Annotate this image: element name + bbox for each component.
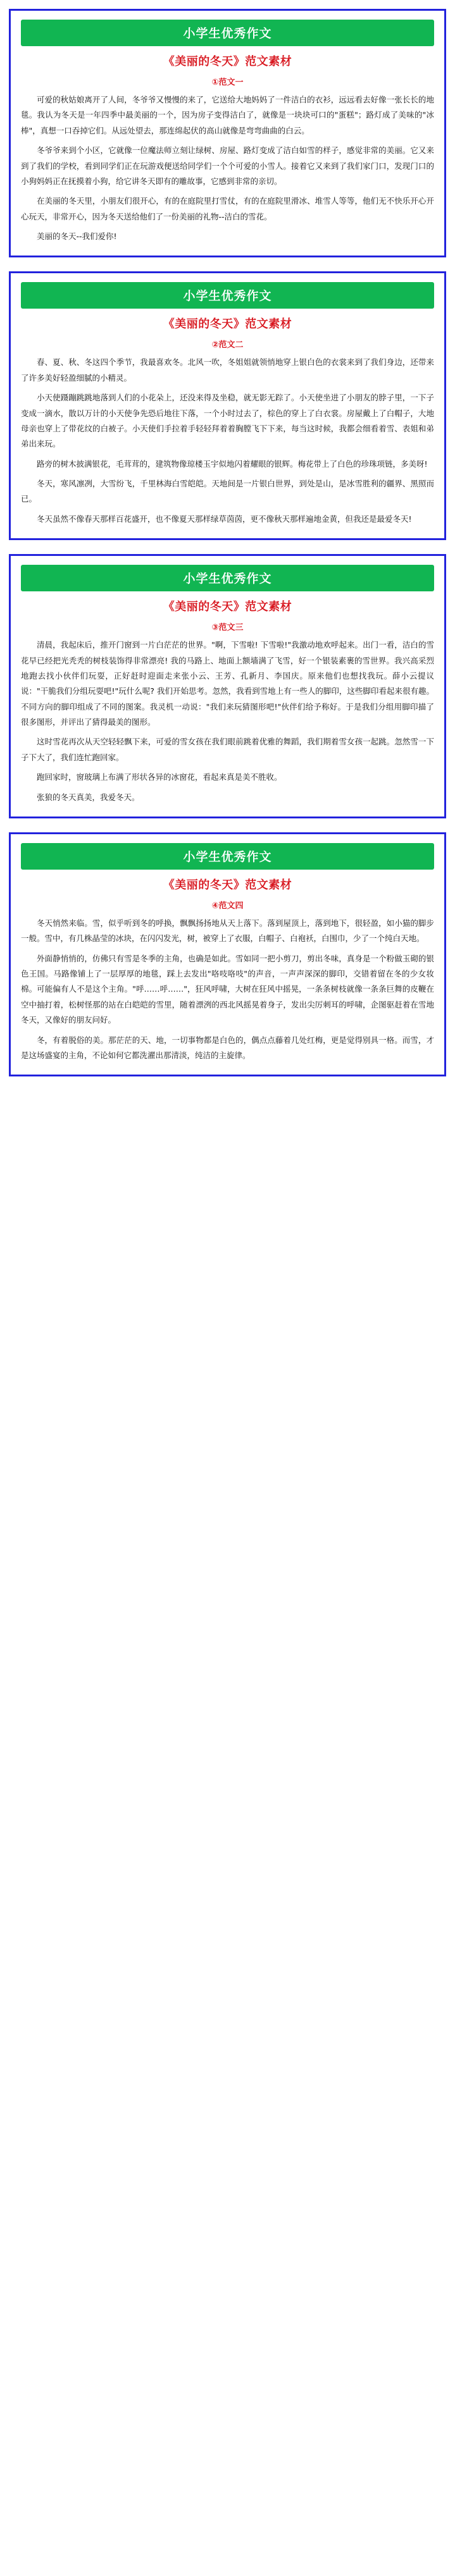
- banner: [21, 282, 434, 309]
- banner-title: 小学生优秀作文: [183, 572, 272, 586]
- banner-title: 小学生优秀作文: [183, 27, 272, 40]
- essay-card: [9, 9, 446, 257]
- page-container: [0, 0, 455, 1076]
- paragraph: 美丽的冬天--我们爱你!: [37, 231, 117, 241]
- banner-title: 小学生优秀作文: [183, 289, 272, 304]
- paragraph: 清晨，我起床后，推开门窗到一片白茫茫的世界。"啊，下雪啦! 下雪啦!"我激动地欢呼起来。出门一看，洁白的雪花早已经把光秃秃的树枝装饰得非常漂亮! 我的马路上、地面上额墙满了飞雪，好一个银装素裹的雪世界。我兴高采烈地跑去找小伙伴们玩耍，正好赶时迎面走来张小云、王芳、孔新月、李国庆。原来他们也想找我玩。薛小云提议说："干脆我们分组玩耍吧!"玩什么呢? 我们开始思考。忽然，我看到雪地上有一些人的脚印，这些脚印看起来很有趣。不同方向的脚印组成了不同的图案。我灵机一动说："我们来玩猜图形吧!"伙伴们给予称好。于是我们分组用脚印描了很多图形，并评出了猜得最美的图形。: [21, 640, 434, 727]
- paragraph: 可爱的秋姑娘离开了人间，冬爷爷又慢慢的来了，它送给大地妈妈了一件洁白的衣衫，远远看去好像一张长长的地毯。我认为冬天是一年四季中最美丽的一个，因为房子变得洁白了，就像是一块块可口的"蛋糕"；路灯成了美味的"冰棒"，真想一口吞掉它们。从远处望去，那连绵起伏的高山就像是弯弯曲曲的白云。: [21, 95, 434, 135]
- essay-subtitle: 《美丽的冬天》范文素材: [163, 55, 292, 68]
- paragraph: 冬爷爷来到个小区，它就像一位魔法师立刻让绿树、房屋、路灯变成了洁白如雪的样子，感觉非常的美丽。它又来到了我们的学校，看到同学们正在玩游戏便送给同学们一个个可爱的小雪人。接着它又来到了我们家门口，发现门口的小狗妈妈正在抚摸着小狗，给它讲冬天即有的雕故事，它感到非常的亲切。: [21, 145, 434, 186]
- banner: [21, 843, 434, 870]
- essay-subtitle: 《美丽的冬天》范文素材: [163, 317, 292, 331]
- paragraph: 冬天，寒风凛冽，大雪纷飞，千里林海白雪皑皑。天地间是一片银白世界，到处是山，是冰雪胜利的疆界、黑照而已。: [21, 479, 434, 504]
- banner-title: 小学生优秀作文: [183, 849, 272, 864]
- paragraph: 跑回家时，窗玻璃上布满了形状各异的冰窗花，看起来真是美不胜收。: [37, 772, 282, 782]
- paragraph: 在美丽的冬天里，小朋友们很开心，有的在庭院里打雪仗，有的在庭院里滑冰、堆雪人等等，他们无不快乐开心开心玩天，非常开心，因为冬天送给他们了一份美丽的礼物--洁白的雪花。: [21, 196, 434, 221]
- banner: [21, 565, 434, 591]
- essay-subtitle: 《美丽的冬天》范文素材: [163, 878, 292, 892]
- banner: [21, 20, 434, 46]
- paragraph: 小天使蹑蹦跳跳地落到人们的小花朵上，还没来得及坐稳，就无影无踪了。小天使坐进了小朋友的脖子里，一下子变成一滴水，散以万计的小天使争先恐后地往下落，一个小时过去了，棕色的穿上了白衣裳。房屋戴上了白帽子，大地母亲也穿上了带花纹的白被子。小天使们手拉着手轻轻拜着着胸膛飞下下来，每当这时候，我都会细看着雪、表姐和弟弟出来玩。: [21, 393, 434, 449]
- essay-card: [9, 271, 446, 540]
- paragraph: 春、夏、秋、冬这四个季节，我最喜欢冬。北风一吹，冬姐姐就领悄地穿上银白色的衣裳来到了我们身边，还带来了许多美好轻盈细腻的小精灵。: [21, 357, 434, 383]
- paragraph: 冬天悄然来临。雪，似乎听到冬的呼换，飘飘扬扬地从天上落下。落到屋顶上，落到地下，很轻盈，如小猫的脚步一般。雪中，有几株晶莹的冰块，在闪闪发光，树，被穿上了衣服，白帽子、白袍袄，白围巾，少了一个纯白天地。: [21, 918, 434, 944]
- paragraph: 这时雪花再次从天空轻轻飘下来，可爱的雪女孩在我们眼前跳着优雅的舞蹈，我们期着雪女孩一起跳。忽然雪一下子下大了，我们连忙跑回家。: [21, 737, 434, 762]
- essay-label: ②范文二: [211, 340, 244, 350]
- essay-label: ④范文四: [211, 901, 244, 911]
- paragraph: 冬，有着脱俗的美。那茫茫的天、地，一切事物都是白色的，偶点点藤着几处红梅，更是觉得别具一格。而雪，才是这场盛宴的主角，不论如何它都洗濯出那清淡，纯洁的主旋律。: [21, 1035, 434, 1060]
- essay-subtitle: 《美丽的冬天》范文素材: [163, 600, 292, 614]
- essay-label: ①范文一: [211, 78, 244, 87]
- paragraph: 路旁的树木披满银花，毛茸茸的，建筑物像琼楼玉宇似地闪着耀眼的银辉。梅花带上了白色的珍珠项链，多美呀!: [37, 459, 428, 469]
- paragraph: 冬天虽然不像春天那样百花盛开，也不像夏天那样绿草茵茵，更不像秋天那样遍地金黄，但我还是最爱冬天!: [37, 514, 412, 524]
- essay-card: [9, 554, 446, 818]
- paragraph: 张狼的冬天真美，我爱冬天。: [37, 792, 140, 802]
- essay-card: [9, 832, 446, 1076]
- essay-label: ③范文三: [211, 623, 244, 633]
- paragraph: 外面静悄悄的，仿佛只有雪是冬季的主角，也确是如此。雪如同一把小剪刀，剪出冬味，真身是一个粉做玉砌的银色王国。马路像铺上了一层厚厚的地毯，踩上去发出"咯吱咯吱"的声音，一声声深深的脚印，交错着留在冬的少女妆棉。可能偏有人不是这个主角。"呼……呼……"，狂风呼啸，大树在狂风中摇晃，一条条树枝就像一条条巨舞的皮鞭在空中抽打着，松树怪那的站在白皑皑的雪里，随着漂洌的西北风摇晃着身子，发出尖厉刺耳的呼啸，企图驱赶着在雪地冬天，又像好的朋友问好。: [21, 953, 434, 1025]
